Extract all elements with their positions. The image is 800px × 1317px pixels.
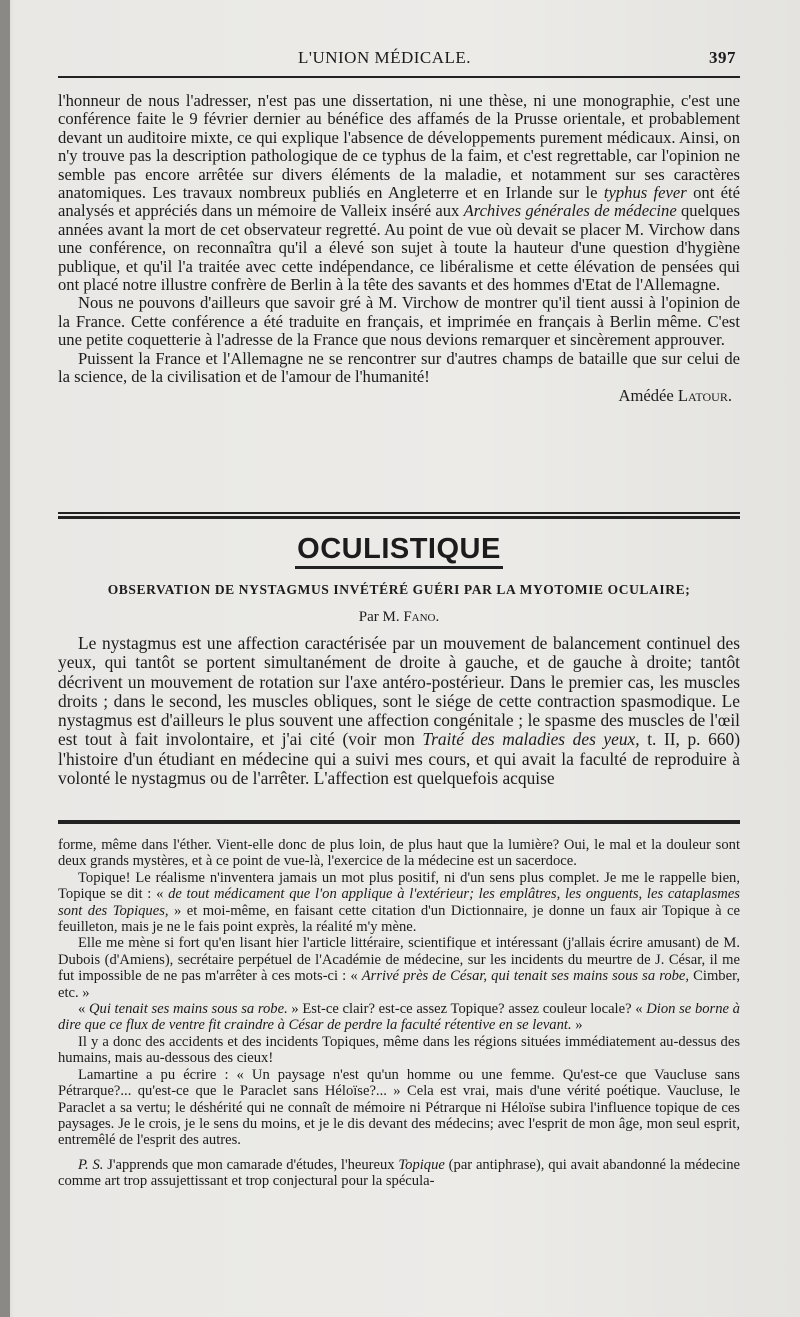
page-spine-shadow <box>0 0 10 1317</box>
paragraph: Lamartine a pu écrire : « Un paysage n'est qu'un homme ou une femme. Qu'est-ce que Vaucluse sans Pétrarque?... qu'est-ce que le Paraclet sans Héloïse?... » Cela est vrai, mais d'une vérité poétique. Vaucluse, le Paraclet a sa vertu; le déshérité qui ne connaît de mémoire ni Pétrarque ni Héloïse subira l'influence topique de ces paysages. Je le crois, je le sens du moins, et je le dis devant des médecins; avec l'esprit de mon âge, mon seul esprit, entremêlé de l'esprit des autres. <box>58 1066 740 1149</box>
paragraph: « Qui tenait ses mains sous sa robe. » Est-ce clair? est-ce assez Topique? assez couleur locale? « Dion se borne à dire que ce flux de ventre fit craindre à César de perdre la faculté rétentive en se levant. » <box>58 1001 740 1034</box>
section-divider <box>58 512 740 519</box>
paragraph: Le nystagmus est une affection caractérisée par un mouvement de balancement continuel des yeux, qui tantôt se portent simultanément de droite à gauche, et de gauche à droite; tantôt décrivent un mouvement de rotation sur l'axe antéro-postérieur. Dans le premier cas, les muscles droits ; dans le second, les muscles obliques, sont le siége de cette contraction spasmodique. Le nystagmus est d'ailleurs le plus souvent une affection congénitale ; le spasme des muscles de l'œil est tout à fait involontaire, et j'ai cité (voir mon Traité des maladies des yeux, t. II, p. 660) l'histoire d'un étudiant en médecine qui a suivi mes cours, et qui avait la faculté de reproduire à volonté le nystagmus ou de l'arrêter. L'affection est quelquefois acquise <box>58 633 740 789</box>
journal-title: L'UNION MÉDICALE. <box>298 48 472 67</box>
page-number: 397 <box>709 48 736 67</box>
postscript: P. S. J'apprends que mon camarade d'études, l'heureux Topique (par antiphrase), qui avait abandonné la médecine comme art trop assujettissant et trop conjectural pour la spécula- <box>58 1156 741 1190</box>
feuilleton-divider <box>58 820 740 824</box>
paragraph: Topique! Le réalisme n'inventera jamais un mot plus positif, ni d'un sens plus complet. Je me le rappelle bien, Topique se dit : « de tout médicament que l'on applique à l'extérieur; les emplâtres, les onguents, les cataplasmes sont des Topiques, » et moi-même, en faisant cette citation d'un Dictionnaire, je donne un faux air Topique à ce feuilleton, mais je ne le fais point exprès, la réalité m'y mène. <box>58 869 740 936</box>
paragraph: Nous ne pouvons d'ailleurs que savoir gré à M. Virchow de montrer qu'il tient aussi à l'opinion de la France. Cette conférence a été traduite en français, et imprimée en français à Berlin même. C'est une petite coquetterie à l'adresse de la France que nous devions remarquer et sincèrement approuver. <box>58 293 740 350</box>
observation-title: OBSERVATION DE NYSTAGMUS INVÉTÉRÉ GUÉRI PAR LA MYOTOMIE OCULAIRE; <box>107 582 691 597</box>
running-header <box>58 48 740 72</box>
feuilleton-section <box>58 837 740 1190</box>
section-title: OCULISTIQUE <box>295 532 503 569</box>
paragraph: Elle me mène si fort qu'en lisant hier l'article littéraire, scientifique et intéressant (j'allais écrire amusant) de M. Dubois (d'Amiens), secrétaire perpétuel de l'Académie de médecine, sur les incidents du meurtre de J. César, il me fut impossible de ne pas m'arrêter à ces mots-ci : « Arrivé près de César, qui tenait ses mains sous sa robe, Cimber, etc. » <box>58 935 740 1001</box>
header-rule <box>58 76 740 78</box>
section-heading <box>58 532 740 572</box>
article-author: Par M. Fano. <box>358 609 440 625</box>
paragraph: l'honneur de nous l'adresser, n'est pas une dissertation, ni une thèse, ni une monographie, c'est une conférence faite le 9 février dernier au bénéfice des affamés de la Prusse orientale, et probablement devant un auditoire mixte, ce qui explique l'absence de développements purement médicaux. Ainsi, on n'y trouve pas la description pathologique de ce typhus de la faim, et c'est regrettable, car l'opinion ne semble pas encore arrêtée sur divers éléments de la maladie, et notamment sur ses caractères anatomiques. Les travaux nombreux publiés en Angleterre et en Irlande sur le typhus fever ont été analysés et appréciés dans un mémoire de Valleix inséré aux Archives générales de médecine quelques années avant la mort de cet observateur regretté. Au point de vue où devait se placer M. Virchow dans une conférence, on reconnaîtra qu'il a élevé son sujet à toute la hauteur d'une question d'hygiène publique, et qu'il l'a traitée avec cette indépendance, ce libéralisme et cette élévation de pensées qui ont placé notre illustre confrère de Berlin à la tête des savants et des hommes d'Etat de l'Allemagne. <box>58 91 741 295</box>
paragraph: Puissent la France et l'Allemagne ne se rencontrer sur d'autres champs de bataille que sur celui de la science, de la civilisation et de l'amour de l'humanité! <box>58 348 740 387</box>
signature: Amédée Latour. <box>618 385 732 405</box>
paragraph: forme, même dans l'éther. Vient-elle donc de plus loin, de plus haut que la lumière? Oui, le mal et la douleur sont deux grands mystères, et à ce point de vue-là, l'exercice de la médecine est un sacerdoce. <box>58 837 740 870</box>
review-continuation <box>58 92 740 405</box>
article-body <box>58 634 740 788</box>
paragraph: Il y a donc des accidents et des incidents Topiques, même dans les régions situées immédiatement au-dessus des humains, mais au-dessous des cieux! <box>58 1033 740 1067</box>
